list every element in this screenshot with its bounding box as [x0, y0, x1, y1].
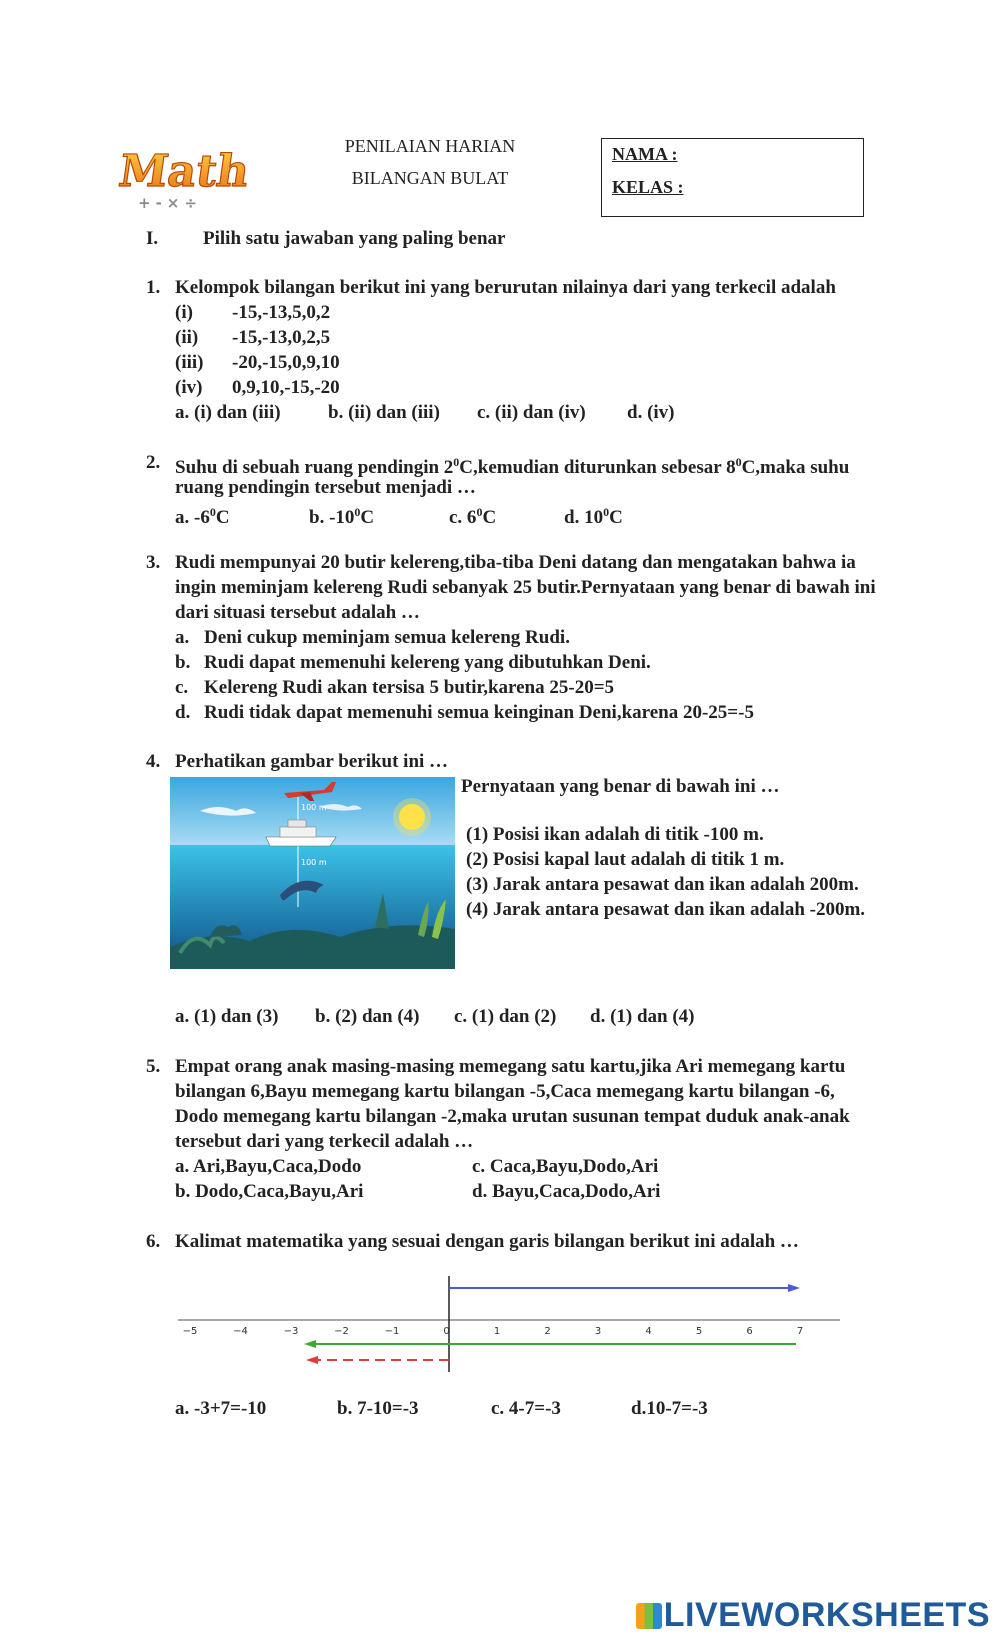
math-logo — [115, 138, 253, 213]
q2-option-a[interactable]: a. $-6^0C$ — [175, 505, 230, 528]
number-line-tick-label: 5 — [695, 1326, 703, 1337]
number-line-tick-label: 4 — [645, 1326, 652, 1337]
q2-option-b[interactable]: b. $-10^0C$ — [309, 505, 375, 528]
q1-option-a[interactable]: a. (i) dan (iii) — [175, 402, 281, 423]
q6-option-a[interactable]: a. -3+7=-10 — [175, 1398, 267, 1419]
svg-text:100 m: 100 m — [301, 803, 327, 812]
q6-option-c[interactable]: c. 4-7=-3 — [491, 1398, 561, 1419]
number-line-tick-label: 2 — [544, 1326, 551, 1337]
q6-option-b[interactable]: b. 7-10=-3 — [337, 1398, 419, 1419]
number-line-tick-label: −5 — [182, 1326, 198, 1337]
q1-item-value: 0,9,10,-15,-20 — [232, 377, 340, 398]
number-line-tick-label: −1 — [384, 1326, 400, 1337]
liveworksheets-brand: LIVEWORKSHEETS — [663, 1596, 990, 1634]
sea-illustration — [170, 777, 455, 969]
q1-option-c[interactable]: c. (ii) dan (iv) — [477, 402, 586, 423]
q1-item-value: -15,-13,0,2,5 — [232, 327, 331, 348]
math-logo-icon — [115, 138, 253, 213]
q4-statement: (1) Posisi ikan adalah di titik -100 m. — [466, 824, 764, 845]
number-line-tick-label: 3 — [594, 1326, 602, 1337]
svg-text:+-×÷: +-×÷ — [138, 194, 202, 212]
sea-scene-icon — [170, 777, 455, 969]
q5-option-b[interactable]: b. Dodo,Caca,Bayu,Ari — [175, 1181, 364, 1202]
q3-text-line: ingin meminjam kelereng Rudi sebanyak 25 butir.Pernyataan yang benar di bawah ini — [175, 577, 876, 598]
arrow-green-head — [304, 1340, 316, 1348]
q3-text-line: dari situasi tersebut adalah … — [175, 602, 420, 623]
q5-option-d[interactable]: d. Bayu,Caca,Dodo,Ari — [472, 1181, 661, 1202]
number-line — [170, 1276, 850, 1376]
q2-text-line2: ruang pendingin tersebut menjadi … — [175, 477, 476, 498]
svg-text:Math: Math — [115, 145, 253, 197]
section-title: Pilih satu jawaban yang paling benar — [203, 228, 506, 249]
q3-option-c-label: c. — [175, 677, 189, 698]
q5-option-c[interactable]: c. Caca,Bayu,Dodo,Ari — [472, 1156, 659, 1177]
q2-number: 2. — [146, 452, 161, 473]
kelas-label: KELAS : — [612, 177, 684, 197]
q3-option-b-label: b. — [175, 652, 191, 673]
liveworksheets-footer[interactable] — [636, 1596, 990, 1635]
q2-text: Suhu di sebuah ruang pendingin $2^0C,kemudian$ diturunkan sebesar $8^0C,maka$ suhu — [175, 455, 850, 478]
nama-label: NAMA : — [612, 144, 678, 164]
q3-option-d[interactable]: Rudi tidak dapat memenuhi semua keinginan Deni,karena 20-25=-5 — [204, 702, 754, 723]
q1-item: (i) — [175, 302, 193, 323]
header-subtitle: BILANGAN BULAT — [351, 168, 509, 188]
svg-text:100 m: 100 m — [301, 858, 327, 867]
q4-statement: (3) Jarak antara pesawat dan ikan adalah 200m. — [466, 874, 859, 895]
q5-text-line: tersebut dari yang terkecil adalah … — [175, 1131, 474, 1152]
q1-item: (iv) — [175, 377, 203, 398]
q6-number: 6. — [146, 1231, 161, 1252]
header-title: PENILAIAN HARIAN — [344, 136, 516, 156]
q1-option-d[interactable]: d. (iv) — [627, 402, 675, 423]
q2-option-d[interactable]: d. $10^0C$ — [564, 505, 623, 528]
q1-item-value: -20,-15,0,9,10 — [232, 352, 340, 373]
arrow-red-head — [306, 1356, 318, 1364]
arrow-positive-head — [788, 1284, 800, 1292]
q4-option-b[interactable]: b. (2) dan (4) — [315, 1006, 420, 1027]
number-line-svg — [170, 1276, 850, 1376]
q1-option-b[interactable]: b. (ii) dan (iii) — [328, 402, 440, 423]
q3-number: 3. — [146, 552, 161, 573]
section-number: I. — [146, 228, 159, 249]
student-info-box — [601, 138, 864, 217]
number-line-tick-label: 1 — [493, 1326, 501, 1337]
q1-number: 1. — [146, 277, 161, 298]
number-line-tick-label: −3 — [283, 1326, 299, 1337]
q5-text-line: bilangan 6,Bayu memegang kartu bilangan -5,Caca memegang kartu bilangan -6, — [175, 1081, 835, 1102]
q6-option-d[interactable]: d.10-7=-3 — [631, 1398, 708, 1419]
q3-option-a-label: a. — [175, 627, 190, 648]
q4-number: 4. — [146, 751, 161, 772]
q4-statement: (4) Jarak antara pesawat dan ikan adalah -200m. — [466, 899, 866, 920]
q4-option-a[interactable]: a. (1) dan (3) — [175, 1006, 279, 1027]
q6-text: Kalimat matematika yang sesuai dengan garis bilangan berikut ini adalah … — [175, 1231, 799, 1252]
q5-text-line: Dodo memegang kartu bilangan -2,maka urutan susunan tempat duduk anak-anak — [175, 1106, 850, 1127]
q2-option-c[interactable]: c. $6^0C$ — [449, 505, 497, 528]
q3-option-b[interactable]: Rudi dapat memenuhi kelereng yang dibutuhkan Deni. — [204, 652, 651, 673]
q5-number: 5. — [146, 1056, 161, 1077]
number-line-tick-label: 0 — [443, 1326, 450, 1337]
q1-item: (ii) — [175, 327, 199, 348]
q3-text-line: Rudi mempunyai 20 butir kelereng,tiba-tiba Deni datang dan mengatakan bahwa ia — [175, 552, 856, 573]
q1-item: (iii) — [175, 352, 204, 373]
q3-option-a[interactable]: Deni cukup meminjam semua kelereng Rudi. — [204, 627, 570, 648]
q4-option-d[interactable]: d. (1) dan (4) — [590, 1006, 695, 1027]
q1-item-value: -15,-13,5,0,2 — [232, 302, 331, 323]
number-line-tick-label: −2 — [334, 1326, 349, 1337]
number-line-tick-label: 6 — [746, 1326, 753, 1337]
number-line-tick-label: 7 — [796, 1326, 804, 1337]
q4-statement-title: Pernyataan yang benar di bawah ini … — [461, 776, 780, 797]
number-line-tick-label: −4 — [233, 1326, 248, 1337]
q1-text: Kelompok bilangan berikut ini yang berurutan nilainya dari yang terkecil adalah — [175, 277, 836, 298]
q3-option-d-label: d. — [175, 702, 191, 723]
q4-option-c[interactable]: c. (1) dan (2) — [454, 1006, 557, 1027]
q3-option-c[interactable]: Kelereng Rudi akan tersisa 5 butir,karena 25-20=5 — [204, 677, 615, 698]
q5-option-a[interactable]: a. Ari,Bayu,Caca,Dodo — [175, 1156, 362, 1177]
q4-statement: (2) Posisi kapal laut adalah di titik 1 m. — [466, 849, 785, 870]
q4-text: Perhatikan gambar berikut ini … — [175, 751, 449, 772]
q5-text-line: Empat orang anak masing-masing memegang satu kartu,jika Ari memegang kartu — [175, 1056, 846, 1077]
liveworksheets-logo-icon — [636, 1603, 662, 1629]
